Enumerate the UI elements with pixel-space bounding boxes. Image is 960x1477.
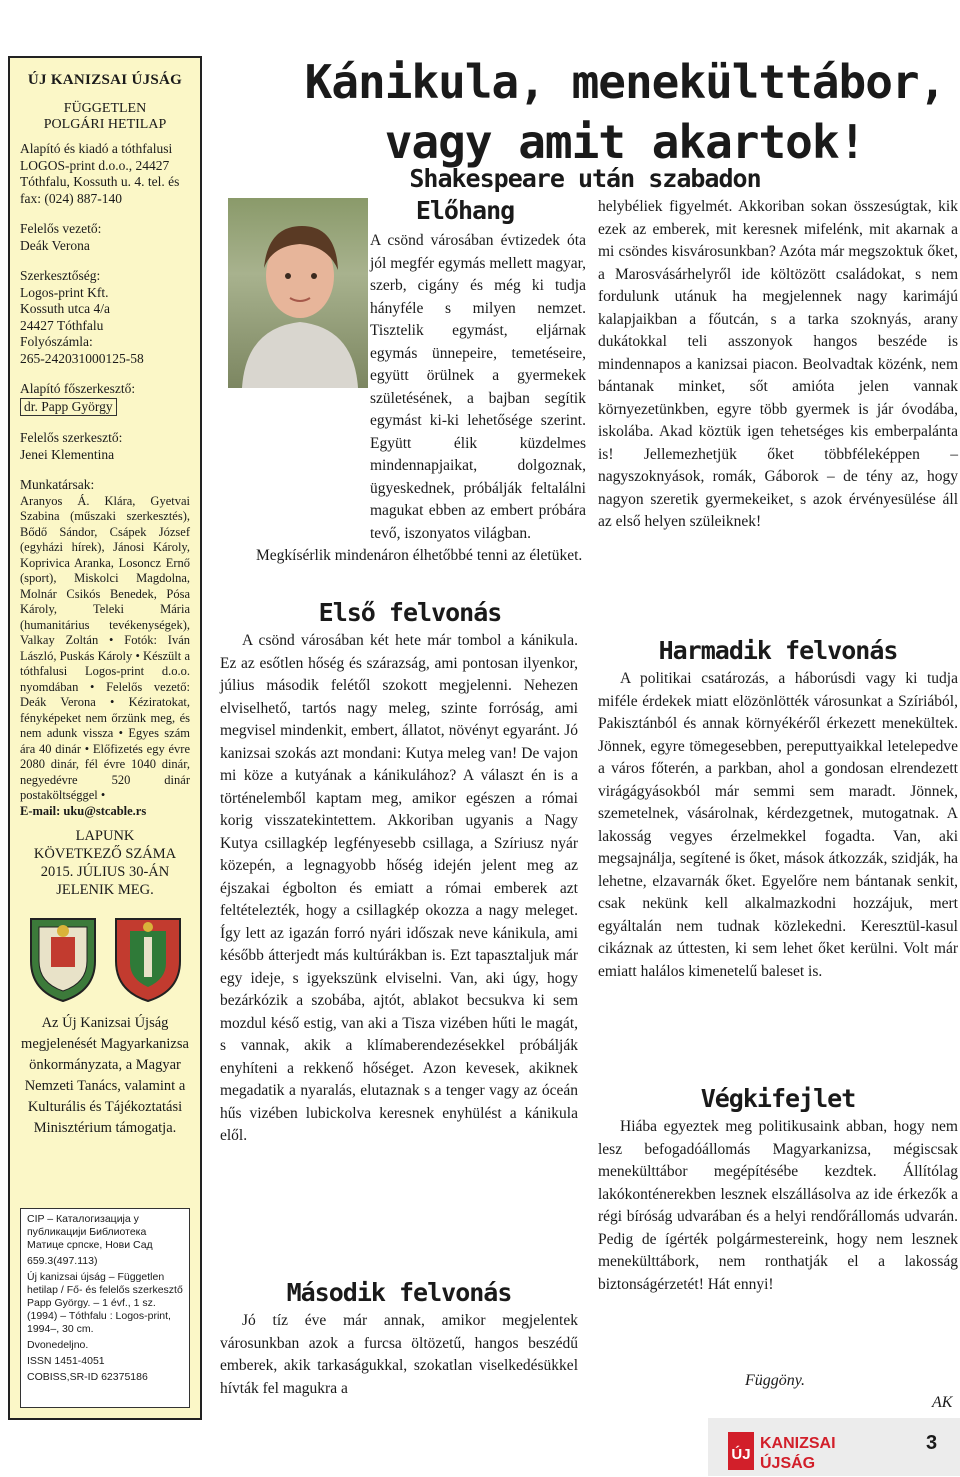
editorial-line: Folyószámla: [20,334,93,349]
article-subheadline: Shakespeare után szabadon [409,164,761,193]
masthead-sidebar [8,56,202,1420]
act1-paragraph: A csönd városában két hete már tombol a kánikula. Ez az esőtlen hőség és szárazság, ami pontosan ilyenkor, július második felétől szokott megjelenni. Nehezen elviselhető, tartós nagy meleg, szinte forróság, ami megvisel mindenkit, embert, állatot, növényt egyaránt. Jó kanizsai szokás azt mondani: Kutya meleg van! De vajon mi köze a kutyának a kánikulához? A választ én is a történelemből kaptam meg, amikor egészen a római korig visszatekintettem. Akkoriban ugyanis a Nagy Kutya csillagkép legfényesebb csillaga, a Szíriusz nyár közepén, a legnagyobb hőség idején jelent meg az éjszakai égbolton és emiatt a római emberek azt feltételezték, hogy a csillagkép okozza a nagy meleget. Így lett az igazán forró nyári időszak neve kánikula, ami később átterjedt más kultúrákban is. Ezt tapasztaljuk már egy ideje, s igyekszünk elviselni. Van, aki úgy, hogy bezárkózik a szobába, ajtót, ablakot becsukva ki sem mozdul késő estig, van aki a Tisza vizében hűti le magát, s vannak, akik a klímaberendezésekkel próbálják enyhíteni a rekkenő hőséget. Azon kevesek, akiknek megadatik a nyaralás, elutaznak s a tenger vagy az óceán hűs vizében lubickolva keresnek enyhülést a kánikula elől. [220,632,578,1144]
col3-text [598,196,958,534]
prologue-paragraph: Megkísérlik mindenáron élhetőbbé tenni az életüket. [256,547,583,564]
publisher-info: Alapító és kiadó a tóthfalusi LOGOS-print d.o.o., 24427 Tóthfalu, Kossuth u. 4. tel. és fax: (024) 887-140 [20,141,180,206]
editorial-line: Logos-print Kft. [20,284,109,300]
logo-mark: ÚJ [731,1446,751,1463]
masthead-subtitle-2: POLGÁRI HETILAP [43,117,167,132]
coats-of-arms [20,911,190,1003]
coat-of-arms-icon [25,911,101,1003]
next-issue-line: JELENIK MEG. [56,882,154,898]
cip-line: Dvonedeljno. [27,1339,89,1351]
editorial-line: 24427 Tóthfalu [20,317,104,333]
end-note: Függöny. [745,1372,805,1389]
act1-title: Első felvonás [318,598,502,627]
logo-mark-icon [728,1430,878,1472]
logo-line-1: KANIZSAI [760,1435,836,1452]
logo-line-2: ÚJSÁG [760,1455,816,1472]
staff-label: Munkatársak: [20,477,95,492]
masthead-subtitle-1: FÜGGETLEN [63,101,147,116]
support-note: Az Új Kanizsai Újság megjelenését Magyarkanizsa önkormányzata, a Magyar Nemzeti Tanács, valamint a Kulturális és Tájékoztatási Minisztérium támogatja. [21,1015,189,1136]
editorial-line: Kossuth utca 4/a [20,301,110,316]
next-issue [20,827,190,899]
cip-line: ISSN 1451-4051 [27,1355,105,1367]
prologue-paragraph: A csönd városában évtizedek óta jól megfér egymás mellett magyar, szerb, cigány és még ki tudja hányféle s milyen nemzet. Tisztelik egymást, eljárnak egymás ünnepeire, temetéseire, együtt örülnek a gyermekek születésének, a bajban segítik egymást ki-ki lehetősége szerint. Együtt élik küzdelmes mindennapjaikat, dolgoznak, ügyeskednek, próbálják feltalálni magukat ebben az embert próbára tevő, iszonyatos világban. [370,232,586,542]
editorial-line: 265-242031000125-58 [20,350,144,366]
newspaper-logo [728,1430,878,1472]
prologue-title: Előhang [415,196,515,225]
act3-text [598,668,958,983]
editorial-label: Szerkesztőség: [20,268,101,283]
cip-line: CIP – Каталогизација у публикацији Библиотека Матице српске, Нови Сад [27,1213,153,1251]
article-headline: Kánikula, menekülttábor, vagy amit akartok! [304,55,946,169]
act2-text [220,1310,578,1400]
cip-line: 659.3(497.113) [27,1255,98,1267]
prologue-text [234,230,586,568]
lead-name: Deák Verona [20,237,90,253]
finale-paragraph: Hiába egyeztek meg politikusaink abban, hogy nem lesz befogadóállomás Magyarkanizsa, mégiscsak menekülttábor megépítésébe kezdtek. Állítólag lakókonténerekben lesznek elszállásolva az ide érkezők a régi bíróság udvarában és a helyi rendőrállomás udvarán. Pedig de ígérték polgármestereink, hogy nem lesznek menekülttábork, nem ronthatják el a lakosság biztonságérzetét! Hát ennyi! [598,1118,958,1293]
act1-text [220,630,578,1148]
cip-box [20,1208,190,1408]
next-issue-line: 2015. JÚLIUS 30-ÁN [40,864,170,880]
author-signature: AK [932,1394,953,1411]
staff-text: Aranyos Á. Klára, Gyetvai Szabina (műszaki szerkesztés), Bődő Sándor, Csápek József (egyházi hírek), Jánosi Károly, Koprivica Aranka, Losoncz Ernő (sport), Miskolci Magdolna, Molnár Csikós Benedek, Pósa Károly, Teleki Mária (humanitárius tevékenységek), Valkay Zoltán • Fotók: Iván László, Puskás Károly • Készült a tóthfalusi Logos-print d.o.o. nyomdában • Felelős vezető: Deák Verona • Kéziratokat, fényképeket nem őrzünk meg, és nem adunk vissza • Egyes szám ára 40 dinár • Előfizetés egy évre 2080 dinár, fél évre 1040 dinár, negyedévre 520 dinár postaköltséggel • [20,493,190,802]
cip-line: Új kanizsai újság – Független hetilap / Fő- és felelős szerkesztő Papp György. – 1 évf., 1 sz. (1994) – Tóthfalu : Logos-print, 1994–, 30 cm. [27,1271,183,1335]
chief-label: Felelős szerkesztő: [20,430,123,445]
act2-title: Második felvonás [286,1278,512,1307]
lead-label: Felelős vezető: [20,221,102,236]
masthead-title: ÚJ KANIZSAI ÚJSÁG [27,72,183,88]
act3-title: Harmadik felvonás [658,636,898,665]
coat-of-arms-icon [110,911,186,1003]
col3-paragraph: helybéliek figyelmét. Akkoriban sokan összesúgtak, kik ezek az emberek, mit keresnek mifelénk, mit akarnak a mi csöndes kisvárosunkban? Azóta már megszoktuk őket, a Marosvásárhelyről ide költözött családokat, s nem fordulunk utánuk ha megjelennek nagy karimájú kalapjaikban a főutcán, s a tarka szoknyás, arany dukátokkal teli asszonyok hangos beszéde is mindennapos a kanizsai piacon. Beolvadtak közénk, nem bántanak minket, sőt amióta jelen vannak környezetünkben, egyre több gyermek is jár óvodába, iskolába. Akad köztük igen tehetséges kis emberpalánta is! Jellemezhetjük őket többféleképpen – nagyszoknyások, romák, Gáborok – de tény az, hogy nagyon szeretik gyermekeiket, s azok érvényesülése áll az első helyen szüleiknek! [598,198,958,530]
page-number: 3 [926,1432,938,1454]
cip-line: COBISS,SR-ID 62375186 [27,1371,148,1383]
act3-paragraph: A politikai csatározás, a háborúsdi vagy ki tudja miféle érdekek miatt elözönlötték városunkat a Szíriából, Pakisztánból és annak környékéről érkezett menekültek. Jönnek, egyre tömegesebben, pereputtyaikkal letelepedve a város főterén, a parkban, ahol a gondosan elrendezett virágágyásokból már semmi sem maradt. Jönnek, szemetelnek, vásárolnak, kérdezgetnek, mutogatnak. A lakosság vegyes érzelmekkel fogadta. Van, aki megsajnálja, segítené is őket, mások átkozzák, szidják, ha lehetne, elzavarnák őket. Egyelőre nem bántanak senkit, csak nekünk kell alkalmazkodni hozzájuk, mert egyáltalán nem tudnak közlekedni. Keresztül-kasul cikáznak az úttesten, ki sem lehet őket kerülni. Volt már emiatt halálos kimenetelű baleset is. [598,670,958,980]
chief-name: Jenei Klementina [20,446,115,462]
finale-text [598,1116,958,1296]
founder-name: dr. Papp György [20,398,117,417]
finale-title: Végkifejlet [700,1084,856,1113]
founder-label: Alapító főszerkesztő: [20,381,136,396]
act2-paragraph: Jó tíz éve már annak, amikor megjelentek városunkban azok a furcsa öltözetű, hangos beszédű emberek, akik tarkaságukkal, szokatlan viselkedésükkel hívták fel magukra a [220,1312,578,1397]
next-issue-line: KÖVETKEZŐ SZÁMA [33,846,177,862]
email: E-mail: uku@stcable.rs [20,803,147,818]
next-issue-line: LAPUNK [75,828,135,844]
